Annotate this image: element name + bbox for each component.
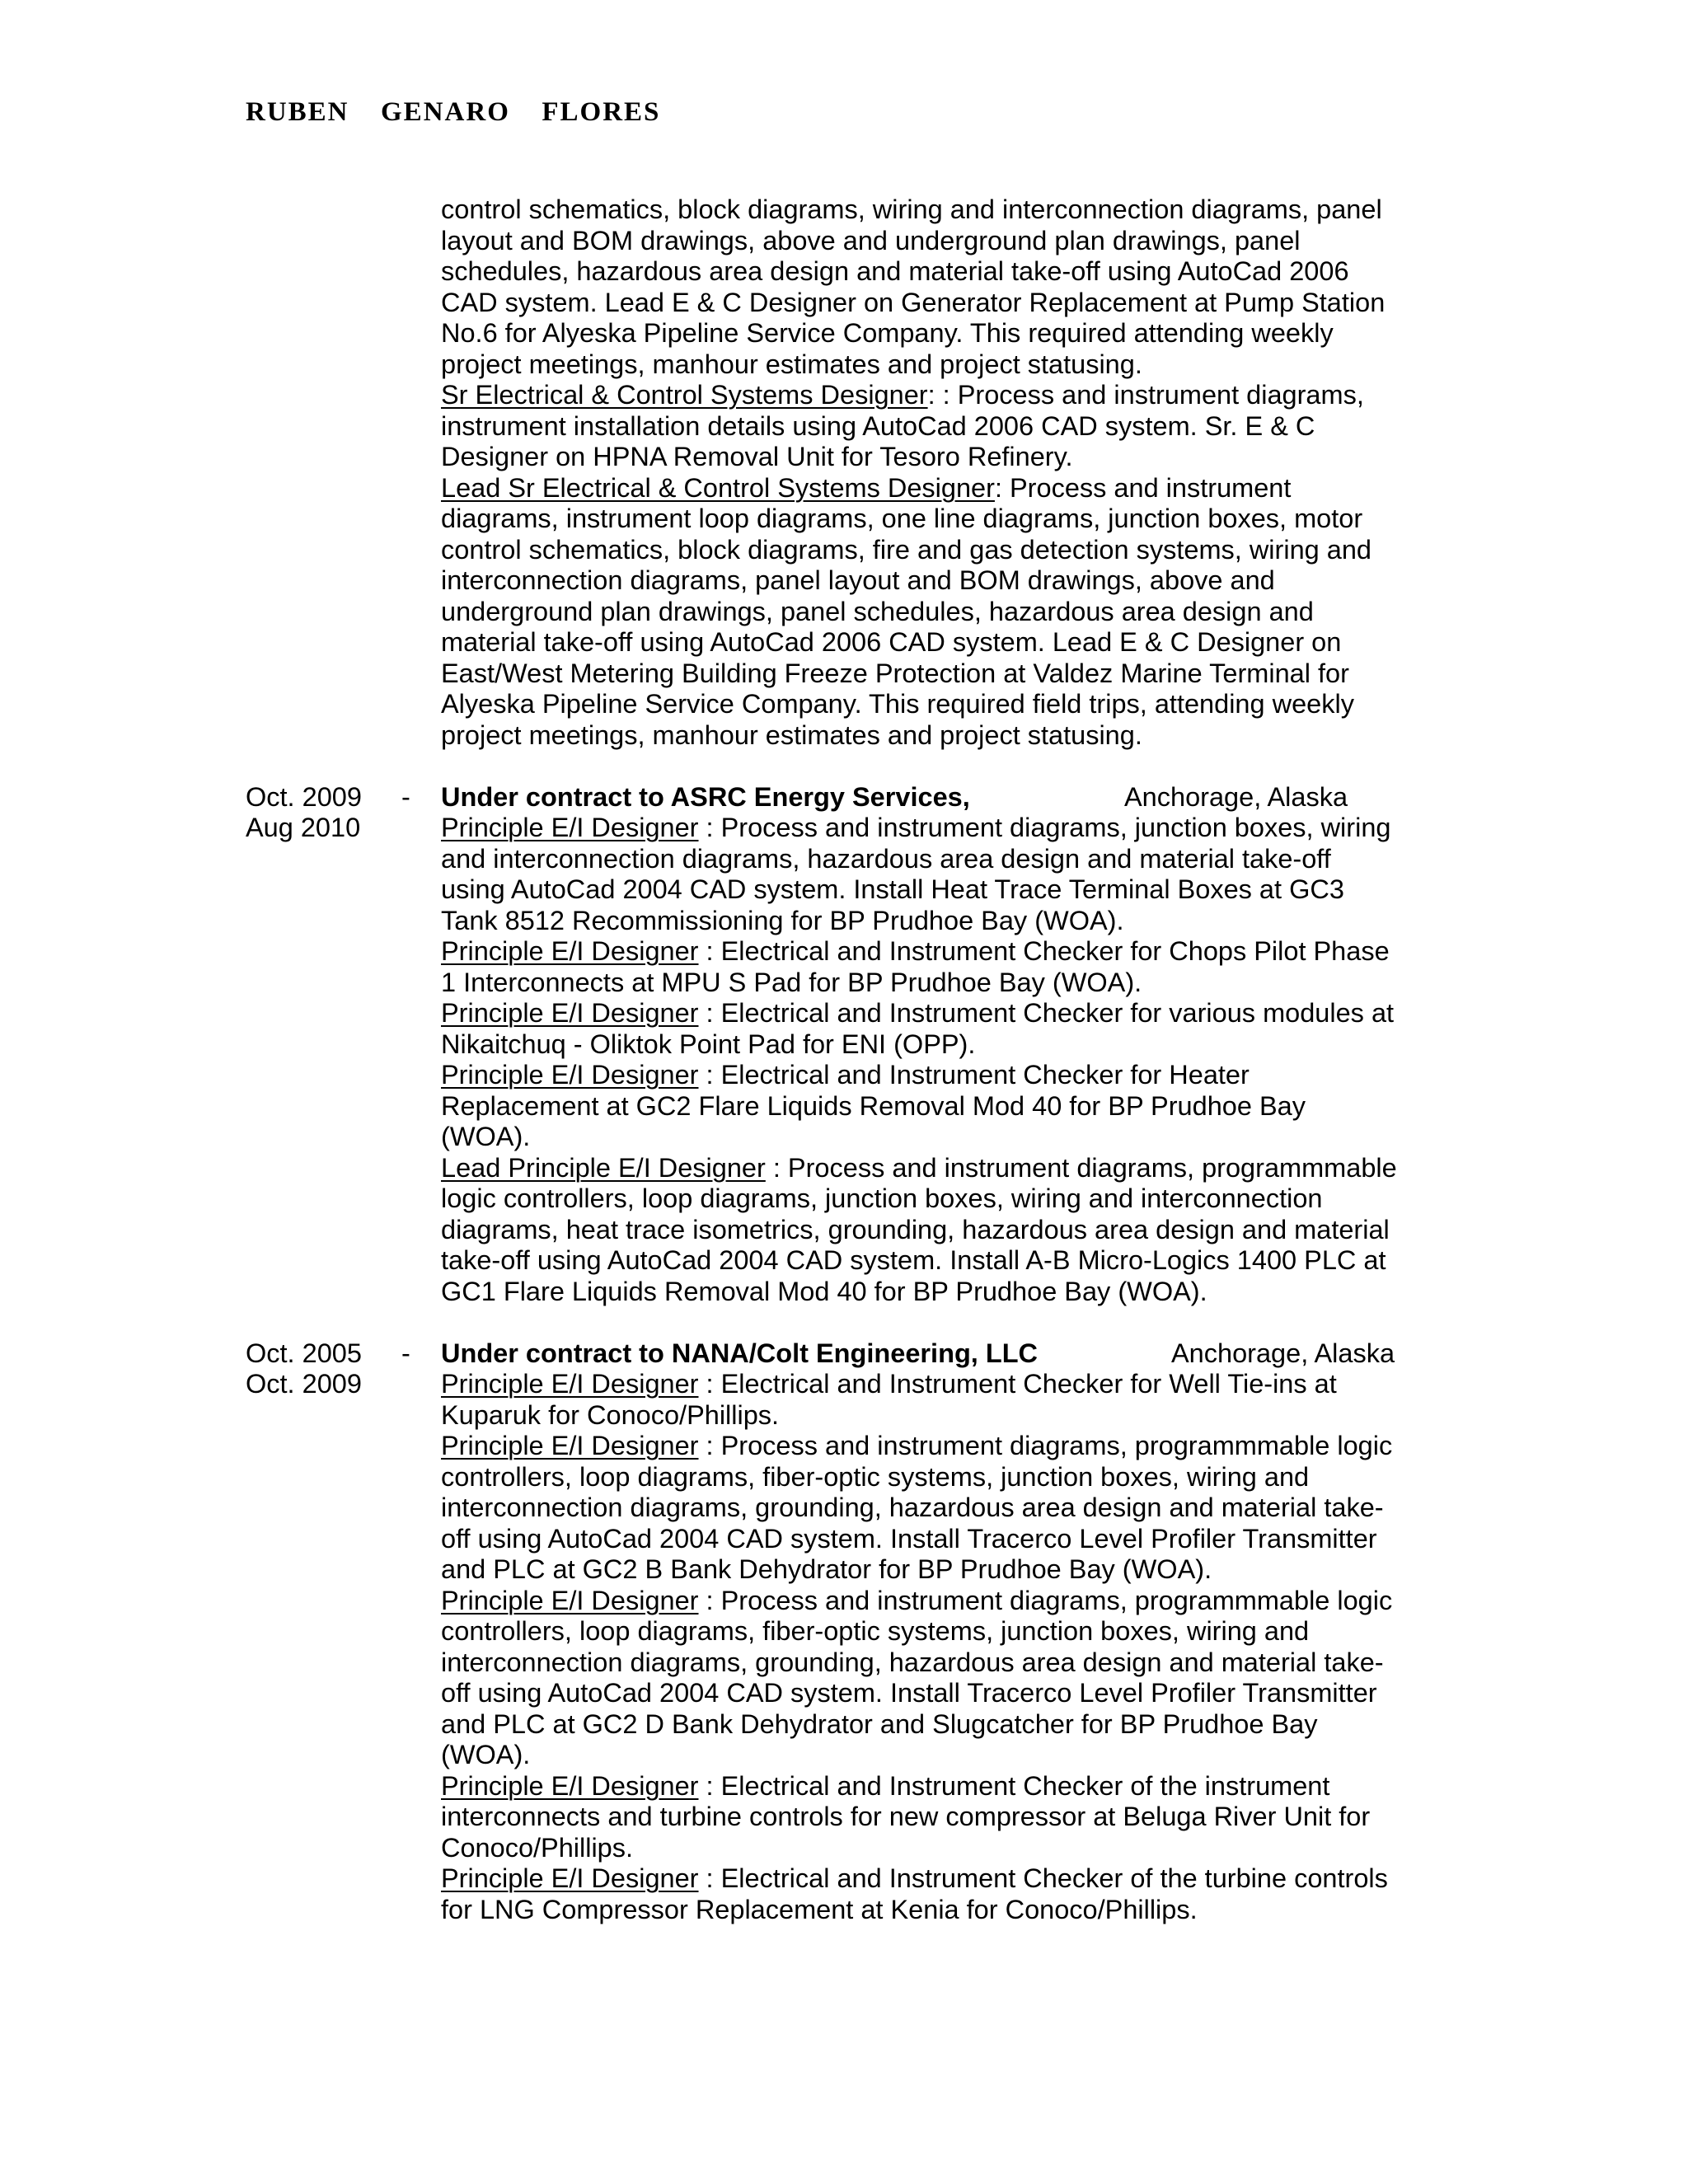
role-description: : : Process and instrument diagrams,	[927, 380, 1364, 410]
role-title: Principle E/I Designer	[441, 1060, 699, 1090]
job-date-end: Aug 2010	[246, 813, 361, 842]
body-line: Tank 8512 Recommissioning for BP Prudhoe Bay (WOA).	[441, 905, 1124, 935]
date-dash: -	[401, 781, 410, 812]
job-date-end: Oct. 2009	[246, 1369, 362, 1399]
role-title: Principle E/I Designer	[441, 1770, 699, 1801]
role-description: : Process and instrument	[994, 472, 1292, 503]
body-line: 1 Interconnects at MPU S Pad for BP Prudhoe Bay (WOA).	[441, 967, 1142, 997]
body-line: (WOA).	[441, 1122, 531, 1151]
body-line: underground plan drawings, panel schedules, hazardous area design and	[441, 596, 1314, 626]
body-line: off using AutoCad 2004 CAD system. Install Tracerco Level Profiler Transmitter	[441, 1678, 1377, 1708]
resume-body	[0, 194, 1688, 1925]
role-description: : Electrical and Instrument Checker of the instrument	[698, 1770, 1330, 1801]
body-line: Conoco/Phillips.	[441, 1832, 634, 1863]
body-line: Replacement at GC2 Flare Liquids Removal Mod 40 for BP Prudhoe Bay	[441, 1090, 1306, 1121]
role-title: Principle E/I Designer	[441, 813, 699, 842]
role-title: Principle E/I Designer	[441, 936, 699, 966]
role-description: : Electrical and Instrument Checker for Chops Pilot Phase	[698, 936, 1390, 966]
body-line: logic controllers, loop diagrams, junction boxes, wiring and interconnection	[441, 1183, 1323, 1213]
role-description: : Electrical and Instrument Checker of the turbine controls	[698, 1863, 1388, 1893]
role-title: Principle E/I Designer	[441, 998, 699, 1028]
body-line: diagrams, instrument loop diagrams, one line diagrams, junction boxes, motor	[441, 504, 1363, 533]
body-line: using AutoCad 2004 CAD system. Install Heat Trace Terminal Boxes at GC3	[441, 874, 1344, 904]
job-entry-nana-colt	[0, 1338, 1688, 1926]
role-description: : Electrical and Instrument Checker for various modules at	[698, 998, 1395, 1028]
job-location: Anchorage, Alaska	[1124, 781, 1348, 812]
body-line: East/West Metering Building Freeze Protection at Valdez Marine Terminal for	[441, 658, 1349, 688]
role-title: Principle E/I Designer	[441, 1431, 699, 1460]
page-header-name: RUBEN GENARO FLORES	[246, 97, 661, 127]
body-line: control schematics, block diagrams, wiring and interconnection diagrams, panel	[441, 194, 1382, 224]
body-line: project meetings, manhour estimates and project statusing.	[441, 349, 1142, 379]
continuation-section	[0, 194, 1688, 751]
body-line: interconnects and turbine controls for new compressor at Beluga River Unit for	[441, 1802, 1371, 1831]
role-description: : Process and instrument diagrams, junction boxes, wiring	[698, 813, 1391, 842]
role-title: Principle E/I Designer	[441, 1863, 699, 1893]
role-description: : Process and instrument diagrams, programmmable logic	[698, 1431, 1393, 1460]
job-location: Anchorage, Alaska	[1171, 1338, 1395, 1368]
body-line: No.6 for Alyeska Pipeline Service Company. This required attending weekly	[441, 318, 1334, 348]
role-title: Principle E/I Designer	[441, 1585, 699, 1615]
body-line: layout and BOM drawings, above and underground plan drawings, panel	[441, 225, 1301, 255]
body-line: and PLC at GC2 B Bank Dehydrator for BP Prudhoe Bay (WOA).	[441, 1554, 1212, 1584]
body-line: controllers, loop diagrams, fiber-optic systems, junction boxes, wiring and	[441, 1461, 1310, 1492]
role-description: : Process and instrument diagrams, programmmable	[765, 1152, 1397, 1183]
role-title: Principle E/I Designer	[441, 1369, 699, 1399]
role-description: : Electrical and Instrument Checker for Well Tie-ins at	[698, 1369, 1337, 1399]
job-date-start: Oct. 2009	[246, 781, 362, 812]
body-line: interconnection diagrams, panel layout and BOM drawings, above and	[441, 565, 1275, 595]
role-description: : Process and instrument diagrams, programmmable logic	[698, 1585, 1393, 1615]
body-line: GC1 Flare Liquids Removal Mod 40 for BP Prudhoe Bay (WOA).	[441, 1276, 1207, 1306]
body-line: control schematics, block diagrams, fire and gas detection systems, wiring and	[441, 534, 1372, 565]
date-dash: -	[401, 1338, 410, 1368]
body-line: diagrams, heat trace isometrics, grounding, hazardous area design and material	[441, 1214, 1390, 1244]
employer-name: Under contract to ASRC Energy Services,	[441, 781, 970, 812]
body-line: interconnection diagrams, grounding, hazardous area design and material take-	[441, 1647, 1384, 1677]
body-line: (WOA).	[441, 1740, 531, 1769]
body-line: take-off using AutoCad 2004 CAD system. Install A-B Micro-Logics 1400 PLC at	[441, 1245, 1386, 1275]
role-title: Lead Sr Electrical & Control Systems Designer	[441, 472, 995, 503]
body-line: CAD system. Lead E & C Designer on Generator Replacement at Pump Station	[441, 287, 1386, 317]
role-description: : Electrical and Instrument Checker for Heater	[698, 1060, 1250, 1090]
body-line: off using AutoCad 2004 CAD system. Install Tracerco Level Profiler Transmitter	[441, 1523, 1377, 1554]
body-line: instrument installation details using AutoCad 2006 CAD system. Sr. E & C	[441, 410, 1315, 441]
role-title: Lead Principle E/I Designer	[441, 1152, 766, 1183]
body-line: project meetings, manhour estimates and project statusing.	[441, 719, 1142, 750]
body-line: Nikaitchuq - Oliktok Point Pad for ENI (OPP).	[441, 1029, 976, 1059]
job-date-start: Oct. 2005	[246, 1338, 362, 1368]
body-line: schedules, hazardous area design and material take-off using AutoCad 2006	[441, 256, 1349, 286]
body-line: Kuparuk for Conoco/Phillips.	[441, 1399, 780, 1430]
body-line: controllers, loop diagrams, fiber-optic systems, junction boxes, wiring and	[441, 1616, 1310, 1646]
body-line: interconnection diagrams, grounding, hazardous area design and material take-	[441, 1493, 1384, 1522]
body-line: for LNG Compressor Replacement at Kenia for Conoco/Phillips.	[441, 1894, 1198, 1924]
body-line: material take-off using AutoCad 2006 CAD system. Lead E & C Designer on	[441, 627, 1342, 657]
body-line: Alyeska Pipeline Service Company. This required field trips, attending weekly	[441, 689, 1354, 719]
body-line: Designer on HPNA Removal Unit for Tesoro Refinery.	[441, 442, 1073, 471]
role-title: Sr Electrical & Control Systems Designer	[441, 380, 928, 410]
body-line: and PLC at GC2 D Bank Dehydrator and Slugcatcher for BP Prudhoe Bay	[441, 1708, 1318, 1739]
employer-name: Under contract to NANA/Colt Engineering, LLC	[441, 1338, 1039, 1368]
body-line: and interconnection diagrams, hazardous area design and material take-off	[441, 843, 1331, 874]
job-entry-asrc	[0, 782, 1688, 1308]
